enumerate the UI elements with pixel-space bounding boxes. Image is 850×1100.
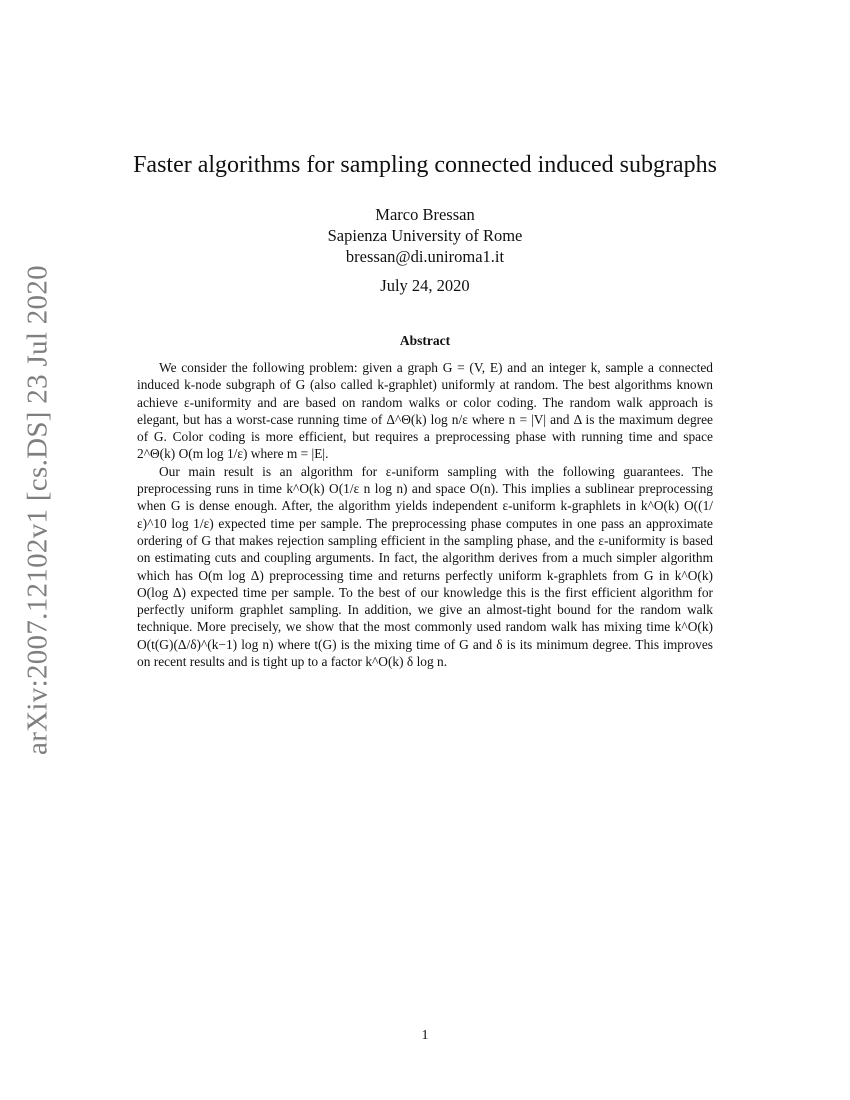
page-number: 1 xyxy=(421,1028,429,1043)
abstract-paragraph-1: We consider the following problem: given a graph G = (V, E) and an integer k, sample a connected induced k-node subgraph of G (also called k-graphlet) uniformly at random. The best algorithms known achieve ε-uniformity and are based on random walks or color coding. The random walk approach is elegant, but has a worst-case running time of Δ^Θ(k) log n/ε where n = |V| and Δ is the maximum degree of G. Color coding is more efficient, but requires a preprocessing phase with running time and space 2^Θ(k) O(m log 1/ε) where m = |E|. xyxy=(137,360,713,462)
arxiv-identifier-stamp: arXiv:2007.12102v1 [cs.DS] 23 Jul 2020 xyxy=(21,265,54,755)
abstract-heading: Abstract xyxy=(399,333,451,348)
paper-date: July 24, 2020 xyxy=(380,276,470,295)
paper-title: Faster algorithms for sampling connected induced subgraphs xyxy=(133,152,717,178)
author-email: bressan@di.uniroma1.it xyxy=(345,247,505,266)
abstract-paragraph-2: Our main result is an algorithm for ε-uniform sampling with the following guarantees. The preprocessing runs in time k^O(k) O(1/ε n log n) and space O(n). This implies a sublinear preprocessing when G is dense enough. After, the algorithm yields independent ε-uniform k-graphlets in k^O(k) O((1/ε)^10 log 1/ε) expected time per sample. The preprocessing phase computes in one pass an approximate ordering of G that makes rejection sampling efficient in the sampling phase, and the ε-uniformity is based on estimating cuts and coupling arguments. In fact, the algorithm derives from a much simpler algorithm which has O(m log Δ) preprocessing time and returns perfectly uniform k-graphlets from G in k^O(k) O(log Δ) expected time per sample. To the best of our knowledge this is the first efficient algorithm for perfectly uniform graphlet sampling. In addition, we give an almost-tight bound for the random walk technique. More precisely, we show that the most commonly used random walk has mixing time k^O(k) O(t(G)(Δ/δ)^(k−1) log n) where t(G) is the mixing time of G and δ is its minimum degree. This improves on recent results and is tight up to a factor k^O(k) δ log n. xyxy=(137,463,713,670)
abstract-body xyxy=(137,359,713,670)
author-block xyxy=(0,204,850,267)
author-name: Marco Bressan xyxy=(375,205,475,224)
author-affiliation: Sapienza University of Rome xyxy=(327,226,523,245)
